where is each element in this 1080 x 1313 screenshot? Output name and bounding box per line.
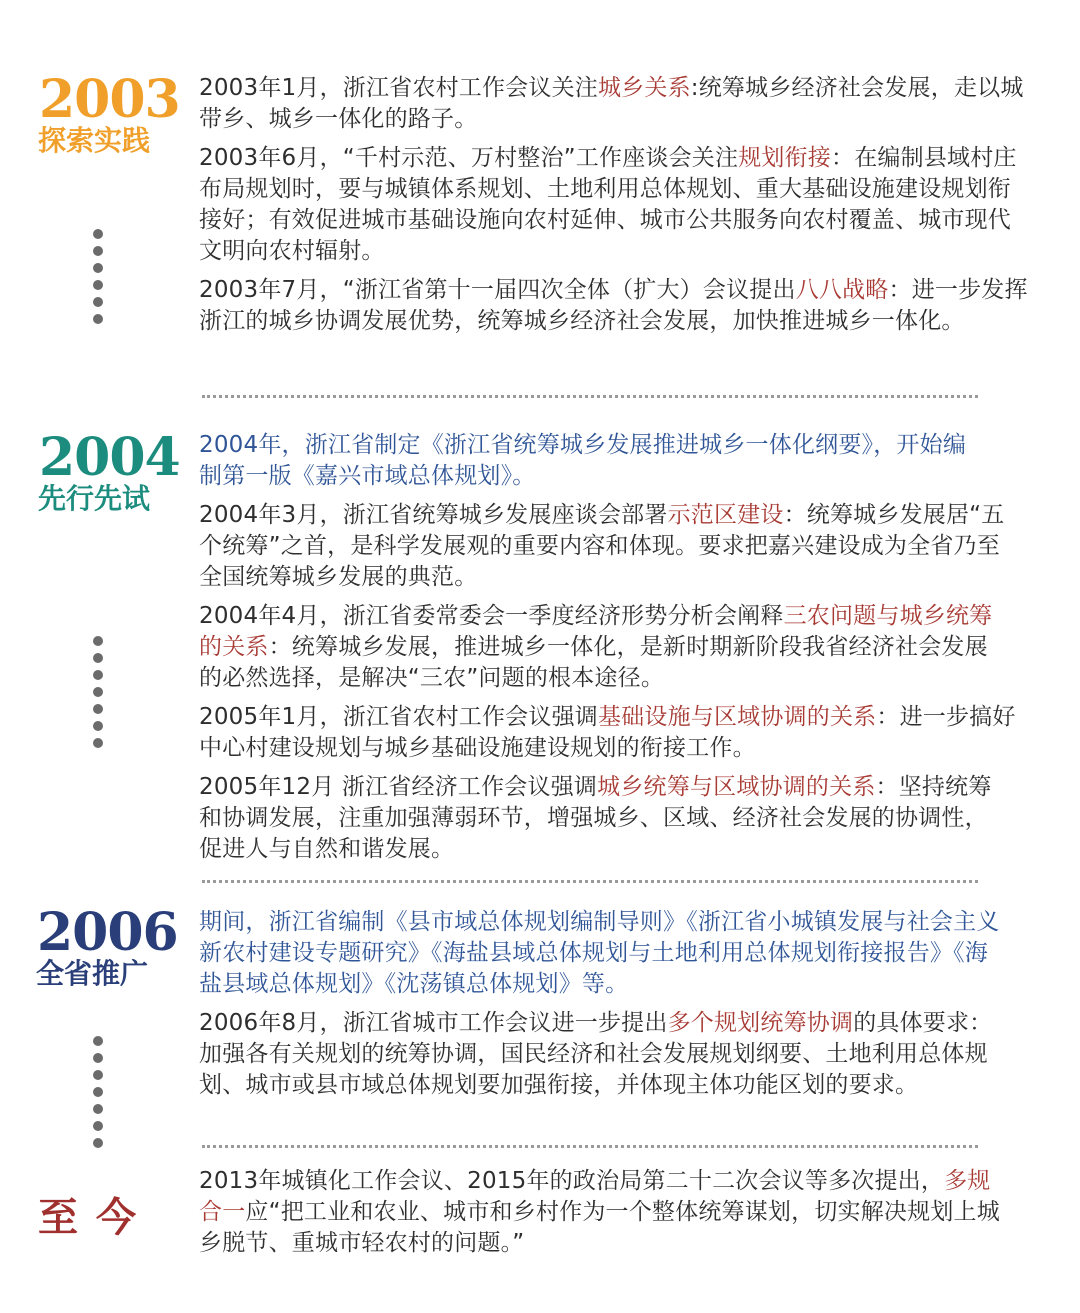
timeline-dots-2003 bbox=[92, 229, 104, 331]
intro-2004: 2004年，浙江省制定《浙江省统筹城乡发展推进城乡一体化纲要》，开始编制第一版《嘉兴市域总体规划》。 bbox=[199, 432, 967, 489]
section-divider bbox=[202, 1145, 978, 1148]
year-2003: 2003 bbox=[39, 69, 180, 130]
entries-now bbox=[199, 1166, 1029, 1267]
section-divider bbox=[202, 880, 978, 883]
entry-now: 2013年城镇化工作会议、2015年的政治局第二十二次会议等多次提出，多规合一应“把工业和农业、城市和乡村作为一个整体统筹谋划，切实解决规划上城乡脱节、重城市轻农村的问题。” bbox=[199, 1168, 1000, 1256]
keyword-highlight: 八八战略 bbox=[795, 277, 889, 303]
section-divider bbox=[202, 395, 978, 398]
label-now: 至今 bbox=[38, 1195, 154, 1241]
keyword-highlight: 多个规划统筹协调 bbox=[667, 1010, 854, 1036]
entry-2004-03: 2004年3月，浙江省统筹城乡发展座谈会部署示范区建设：统筹城乡发展居“五个统筹”之首，是科学发展观的重要内容和体现。要求把嘉兴建设成为全省乃至全国统筹城乡发展的典范。 bbox=[199, 502, 1005, 590]
keyword-highlight: 示范区建设 bbox=[667, 502, 784, 528]
intro-2006: 期间，浙江省编制《县市域总体规划编制导则》《浙江省小城镇发展与社会主义新农村建设专题研究》《海盐县域总体规划与土地利用总体规划衔接报告》《海盐县域总体规划》《沈荡镇总体规划》等。 bbox=[199, 909, 1000, 997]
keyword-highlight: 基础设施与区域协调的关系 bbox=[597, 704, 877, 730]
entry-2003-07: 2003年7月，“浙江省第十一届四次全体（扩大）会议提出八八战略：进一步发挥浙江的城乡协调发展优势，统筹城乡经济社会发展，加快推进城乡一体化。 bbox=[199, 277, 1028, 334]
timeline-dots-2006 bbox=[92, 1036, 104, 1155]
keyword-highlight: 城乡关系 bbox=[597, 75, 691, 101]
year-2006: 2006 bbox=[37, 902, 178, 963]
tagline-2003: 探索实践 bbox=[38, 124, 151, 157]
entry-2005-12: 2005年12月 浙江省经济工作会议强调城乡统筹与区域协调的关系：坚持统筹和协调发展，注重加强薄弱环节，增强城乡、区域、经济社会发展的协调性，促进人与自然和谐发展。 bbox=[199, 774, 992, 862]
keyword-highlight: 三农问题与城乡统筹的关系 bbox=[199, 603, 993, 660]
entry-2003-01: 2003年1月，浙江省农村工作会议关注城乡关系:统筹城乡经济社会发展，走以城带乡、城乡一体化的路子。 bbox=[199, 75, 1024, 132]
tagline-2004: 先行先试 bbox=[38, 482, 151, 515]
entry-2006-08: 2006年8月，浙江省城市工作会议进一步提出多个规划统筹协调的具体要求：加强各有关规划的统筹协调，国民经济和社会发展规划纲要、土地利用总体规划、城市或县市域总体规划要加强衔接，并体现主体功能区划的要求。 bbox=[199, 1010, 993, 1098]
keyword-highlight: 规划衔接 bbox=[738, 145, 832, 171]
entry-2005-01: 2005年1月，浙江省农村工作会议强调基础设施与区域协调的关系：进一步搞好中心村建设规划与城乡基础设施建设规划的衔接工作。 bbox=[199, 704, 1016, 761]
entry-2004-04: 2004年4月，浙江省委常委会一季度经济形势分析会阐释三农问题与城乡统筹的关系：统筹城乡发展，推进城乡一体化，是新时期新阶段我省经济社会发展的必然选择，是解决“三农”问题的根本途径。 bbox=[199, 603, 993, 691]
entries-2006 bbox=[199, 907, 1029, 1109]
entries-2004 bbox=[199, 430, 1029, 873]
entries-2003 bbox=[199, 73, 1029, 345]
entry-2003-06: 2003年6月，“千村示范、万村整治”工作座谈会关注规划衔接：在编制县域村庄布局规划时，要与城镇体系规划、土地利用总体规划、重大基础设施建设规划衔接好；有效促进城市基础设施向农村延伸、城市公共服务向农村覆盖、城市现代文明向农村辐射。 bbox=[199, 145, 1017, 264]
year-2004: 2004 bbox=[39, 427, 180, 488]
keyword-highlight: 城乡统筹与区域协调的关系 bbox=[597, 774, 876, 800]
keyword-highlight: 多规合一 bbox=[199, 1168, 991, 1225]
timeline-dots-2004 bbox=[92, 636, 104, 755]
tagline-2006: 全省推广 bbox=[36, 957, 149, 990]
